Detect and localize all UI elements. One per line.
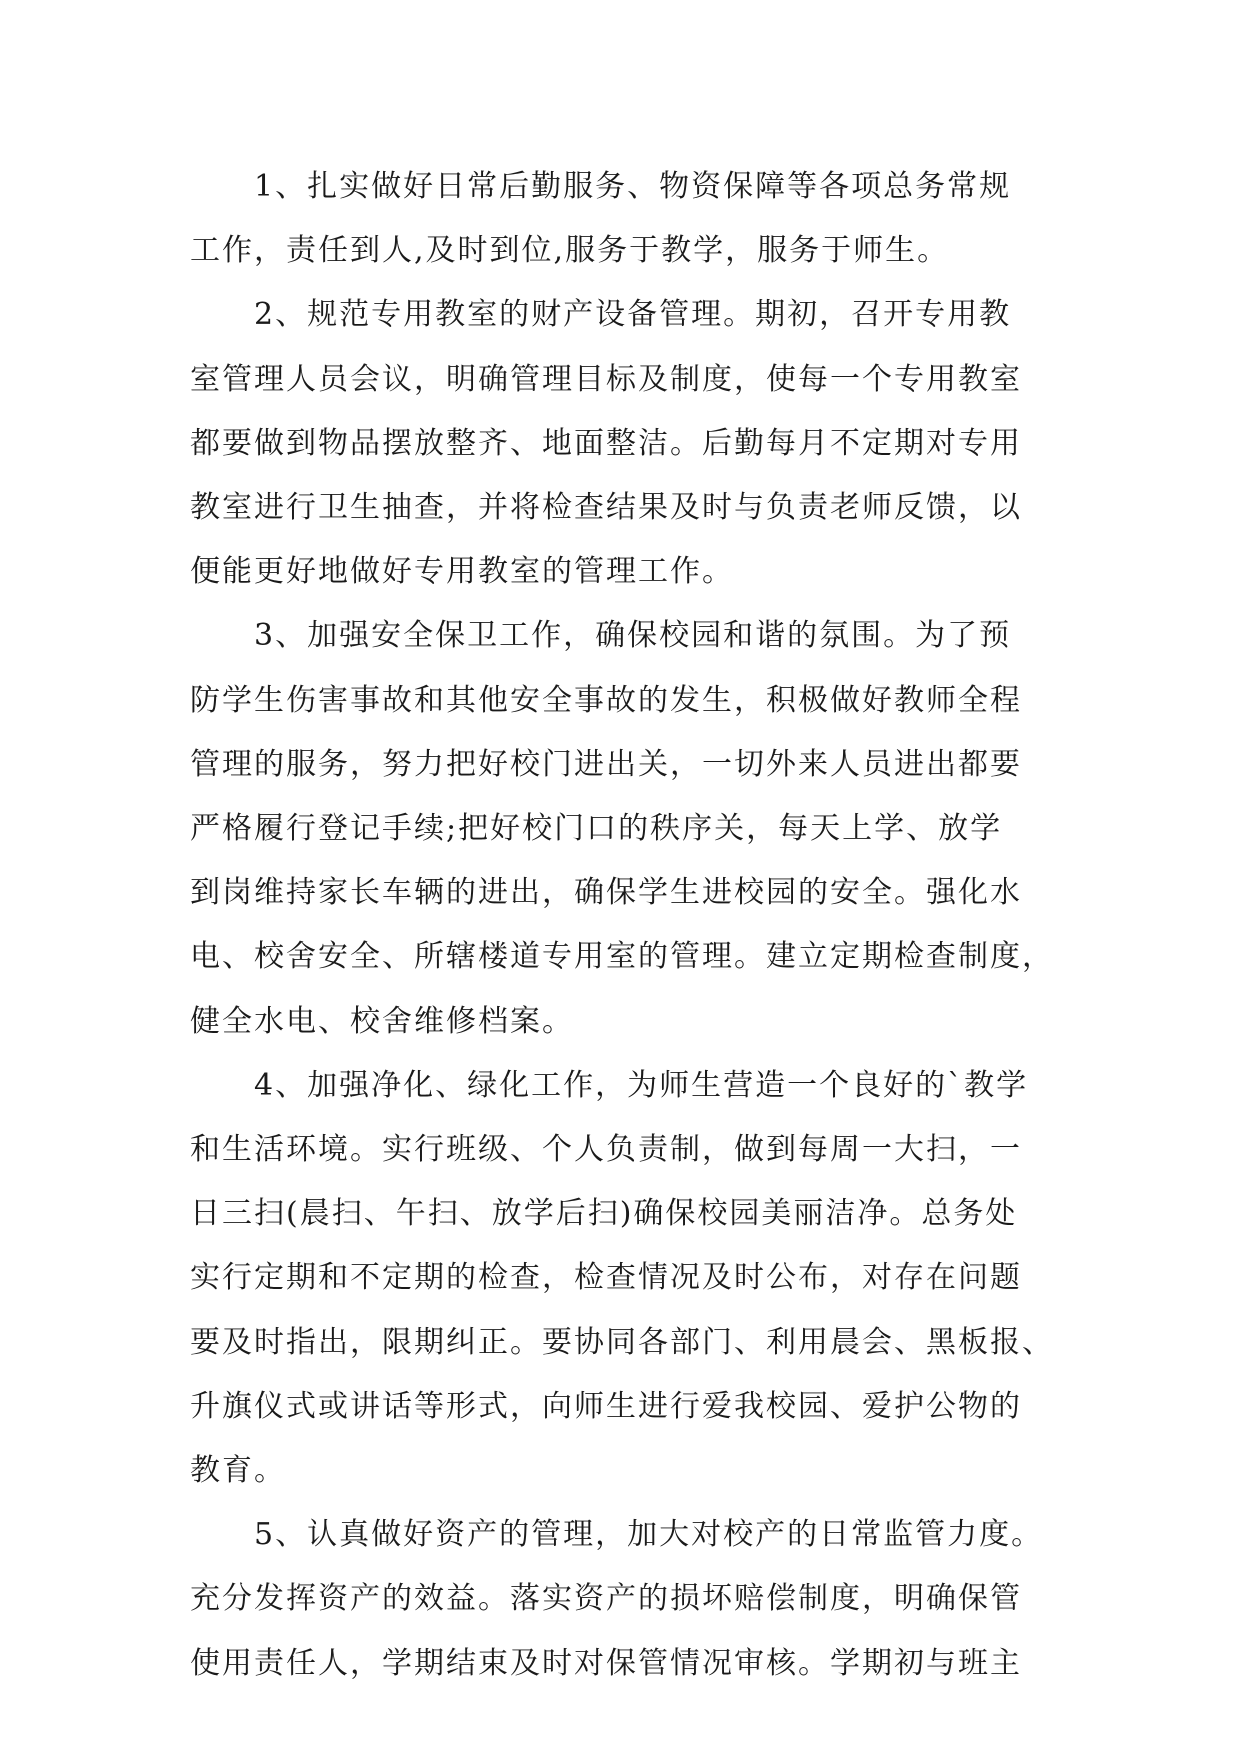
text-line: 2、规范专用教室的财产设备管理。期初，召开专用教 bbox=[254, 297, 1012, 333]
text-line: 防学生伤害事故和其他安全事故的发生，积极做好教师全程 bbox=[190, 682, 1022, 718]
paragraph-2 bbox=[190, 283, 1050, 604]
text-line: 都要做到物品摆放整齐、地面整洁。后勤每月不定期对专用 bbox=[190, 425, 1022, 461]
text-line: 便能更好地做好专用教室的管理工作。 bbox=[190, 554, 734, 590]
paragraph-1 bbox=[190, 155, 1050, 283]
text-line: 电、校舍安全、所辖楼道专用室的管理。建立定期检查制度， bbox=[190, 939, 1054, 975]
text-line: 教育。 bbox=[190, 1453, 286, 1489]
text-line: 工作，责任到人,及时到位,服务于教学，服务于师生。 bbox=[190, 233, 950, 269]
text-line: 室管理人员会议，明确管理目标及制度，使每一个专用教室 bbox=[190, 361, 1022, 397]
text-line: 5、认真做好资产的管理，加大对校产的日常监管力度。 bbox=[254, 1517, 1044, 1553]
text-line: 教室进行卫生抽查，并将检查结果及时与负责老师反馈，以 bbox=[190, 490, 1022, 526]
text-line: 充分发挥资产的效益。落实资产的损坏赔偿制度，明确保管 bbox=[190, 1581, 1022, 1617]
document-body bbox=[190, 155, 1054, 1696]
text-line: 升旗仪式或讲话等形式，向师生进行爱我校园、爱护公物的 bbox=[190, 1388, 1022, 1424]
text-line: 管理的服务，努力把好校门进出关，一切外来人员进出都要 bbox=[190, 746, 1022, 782]
text-line: 实行定期和不定期的检查，检查情况及时公布，对存在问题 bbox=[190, 1260, 1022, 1296]
text-line: 要及时指出，限期纠正。要协同各部门、利用晨会、黑板报、 bbox=[190, 1324, 1054, 1360]
text-line: 使用责任人，学期结束及时对保管情况审核。学期初与班主 bbox=[190, 1645, 1022, 1681]
text-line: 健全水电、校舍维修档案。 bbox=[190, 1003, 574, 1039]
text-line: 和生活环境。实行班级、个人负责制，做到每周一大扫，一 bbox=[190, 1132, 1022, 1168]
text-line: 到岗维持家长车辆的进出，确保学生进校园的安全。强化水 bbox=[190, 875, 1022, 911]
text-line: 严格履行登记手续;把好校门口的秩序关，每天上学、放学 bbox=[190, 811, 1003, 847]
text-line: 4、加强净化、绿化工作，为师生营造一个良好的`教学 bbox=[254, 1067, 1029, 1103]
paragraph-3 bbox=[190, 604, 1054, 1053]
paragraph-5 bbox=[190, 1503, 1050, 1696]
text-line: 1、扎实做好日常后勤服务、物资保障等各项总务常规 bbox=[254, 169, 1012, 204]
text-line: 3、加强安全保卫工作，确保校园和谐的氛围。为了预 bbox=[254, 618, 1012, 654]
paragraph-4 bbox=[190, 1054, 1054, 1503]
text-line: 日三扫(晨扫、午扫、放学后扫)确保校园美丽洁净。总务处 bbox=[190, 1196, 1018, 1232]
